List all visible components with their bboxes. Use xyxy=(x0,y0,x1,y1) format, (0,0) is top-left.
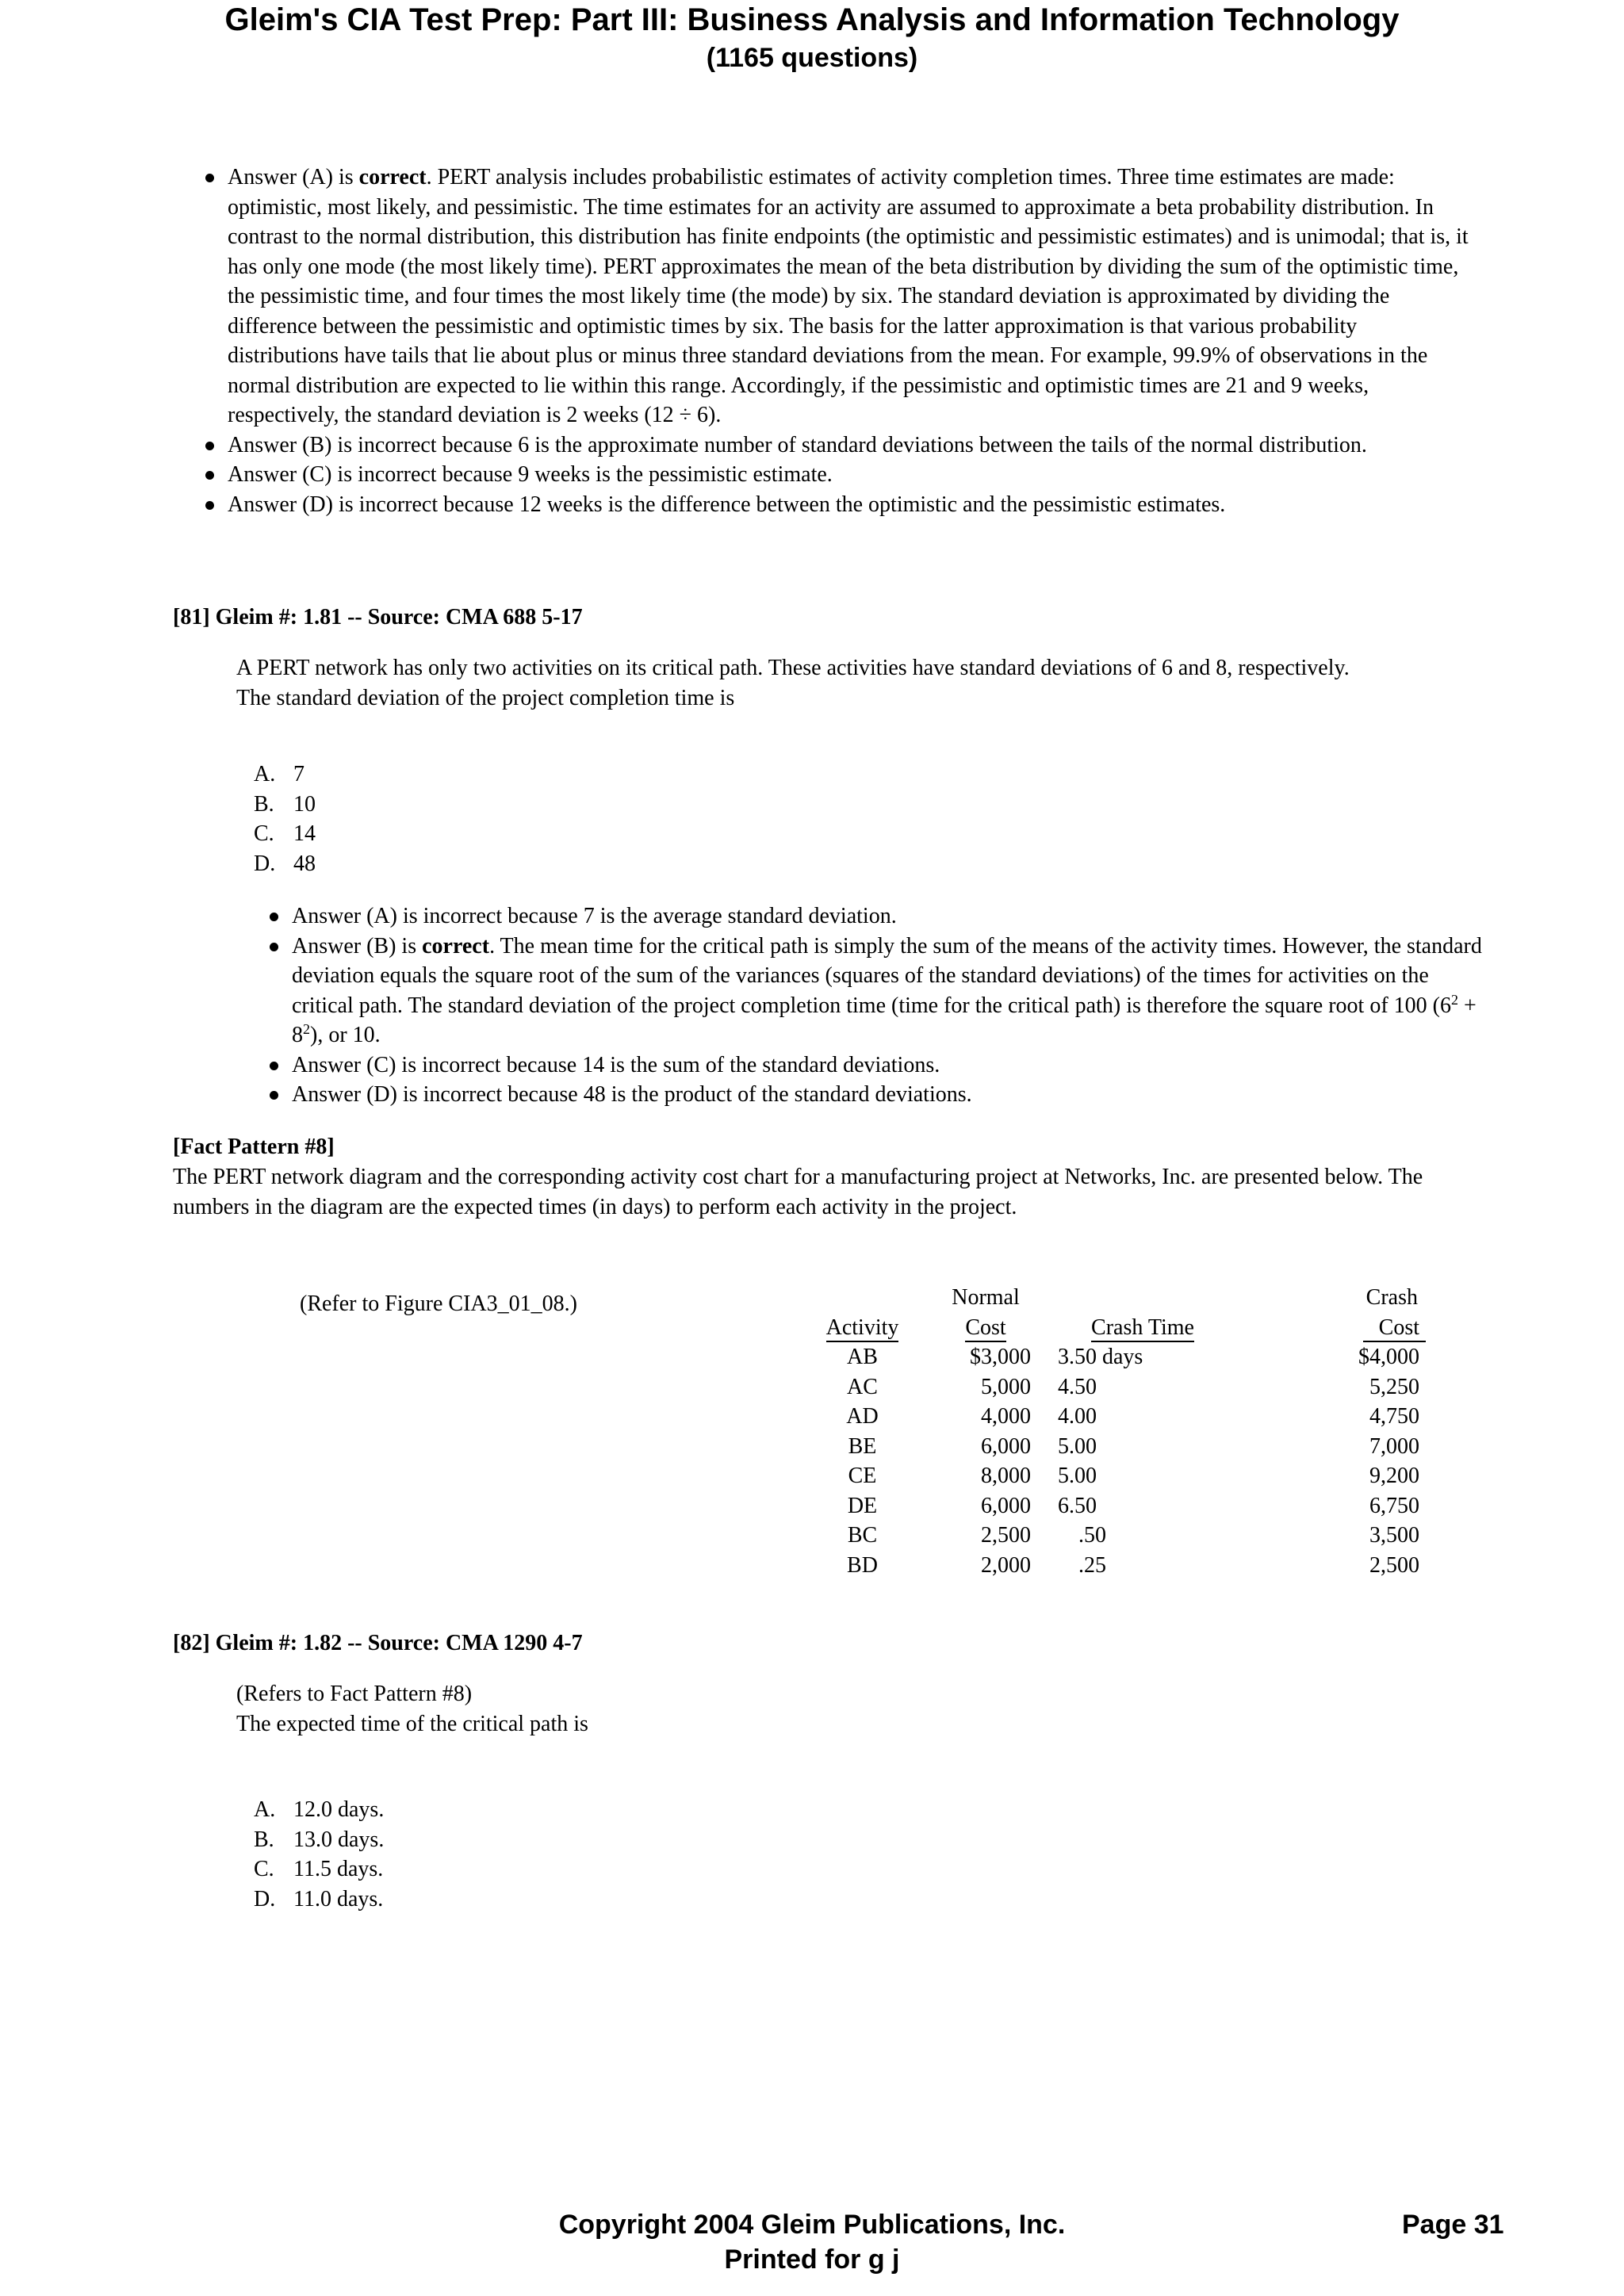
bullet-icon xyxy=(205,501,214,510)
bullet-icon xyxy=(270,913,278,921)
cell-normal-cost: 4,000 xyxy=(981,1404,1031,1429)
question-82-heading: [82] Gleim #: 1.82 -- Source: CMA 1290 4-7 xyxy=(173,1631,583,1655)
answer-item: Answer (D) is incorrect because 12 weeks is the difference between the optimistic and the pessimistic estimates. xyxy=(202,490,1471,520)
choice: D. 48 xyxy=(254,851,316,876)
cell-crash-cost: 2,500 xyxy=(1369,1552,1419,1578)
table-row xyxy=(813,1342,1426,1372)
fact-pattern-heading: [Fact Pattern #8] xyxy=(173,1135,335,1159)
bullet-icon xyxy=(205,471,214,480)
table-row xyxy=(813,1402,1426,1432)
page-number: Page 31 xyxy=(1402,2210,1504,2240)
cell-normal-cost: 5,000 xyxy=(981,1374,1031,1399)
table-row xyxy=(813,1372,1426,1402)
figure-reference: (Refer to Figure CIA3_01_08.) xyxy=(300,1292,577,1316)
cell-crash-time: 5.00 xyxy=(1058,1464,1097,1488)
choice: D. 11.0 days. xyxy=(254,1886,384,1911)
fact-pattern-text: The PERT network diagram and the corresponding activity cost chart for a manufacturing project at Networks, Inc. are presented below. The numbers in the diagram are the expected times (in days) to perform each activity in the project. xyxy=(173,1165,1423,1219)
answer-item: Answer (B) is incorrect because 6 is the approximate number of standard deviations between the tails of the normal distribution. xyxy=(202,430,1471,461)
cell-normal-cost: 2,500 xyxy=(981,1523,1031,1548)
table-row xyxy=(813,1461,1426,1491)
choice: A. 7 xyxy=(254,762,304,786)
footer-printed-for: Printed for g j xyxy=(724,2244,900,2275)
page-header-subtitle: (1165 questions) xyxy=(706,43,918,73)
cell-activity: CE xyxy=(848,1464,877,1488)
question-82-choices xyxy=(254,1795,384,1914)
cell-activity: AD xyxy=(846,1404,879,1429)
cell-normal-cost: 2,000 xyxy=(981,1552,1031,1578)
cell-crash-time: .50 xyxy=(1078,1523,1106,1548)
column-header-normal-cost: Cost xyxy=(965,1315,1005,1342)
cell-crash-time: .25 xyxy=(1078,1552,1106,1578)
answer-item: Answer (B) is correct. The mean time for the critical path is simply the sum of the means of the activity times. However, the standard deviation equals the square root of the sum of the variances (squares of the standard deviations) of the times for activities on the critical path. The standard deviation of the project completion time (time for the critical path) is therefore the square root of 100 $(6^2 + 8^2)$, or 10. xyxy=(266,932,1488,1050)
cell-activity: BC xyxy=(847,1523,878,1548)
table-row xyxy=(813,1491,1426,1521)
question-82-refers: (Refers to Fact Pattern #8) xyxy=(236,1682,473,1706)
question-81-choices xyxy=(254,760,316,878)
choice: B. 10 xyxy=(254,791,316,817)
table-header-row xyxy=(813,1313,1426,1343)
cell-crash-time: 4.00 xyxy=(1058,1404,1097,1429)
answer-item: Answer (C) is incorrect because 9 weeks is the pessimistic estimate. xyxy=(202,460,1471,490)
column-header-crash-time: Crash Time xyxy=(1091,1315,1194,1342)
column-header-normal-top: Normal xyxy=(952,1285,1020,1310)
activity-cost-table xyxy=(813,1283,1426,1580)
cell-normal-cost: 6,000 xyxy=(981,1493,1031,1518)
cell-normal-cost: 6,000 xyxy=(981,1433,1031,1459)
previous-answers xyxy=(202,163,1471,519)
cell-crash-cost: 7,000 xyxy=(1369,1433,1419,1459)
column-header-crash-cost: Cost xyxy=(1363,1315,1426,1342)
page-header-title: Gleim's CIA Test Prep: Part III: Business Analysis and Information Technology xyxy=(224,2,1400,37)
choice: C. 11.5 days. xyxy=(254,1857,384,1881)
cell-crash-cost: 3,500 xyxy=(1369,1523,1419,1548)
column-header-activity: Activity xyxy=(826,1315,899,1342)
cell-crash-cost: 4,750 xyxy=(1369,1404,1419,1429)
cell-activity: DE xyxy=(847,1493,878,1518)
table-header-row xyxy=(813,1283,1426,1313)
cell-crash-time: 3.50 days xyxy=(1058,1345,1143,1369)
question-82-stem: The expected time of the critical path is xyxy=(236,1712,588,1736)
cell-crash-cost: 6,750 xyxy=(1369,1493,1419,1518)
cell-crash-cost: $4,000 xyxy=(1358,1345,1419,1369)
footer-copyright: Copyright 2004 Gleim Publications, Inc. xyxy=(558,2210,1066,2240)
bullet-icon xyxy=(205,174,214,182)
question-81-answers xyxy=(266,901,1488,1110)
answer-item: Answer (A) is incorrect because 7 is the average standard deviation. xyxy=(266,901,1488,932)
answer-item: Answer (D) is incorrect because 48 is the product of the standard deviations. xyxy=(266,1080,1488,1110)
table-row xyxy=(813,1432,1426,1462)
answer-item: Answer (C) is incorrect because 14 is the sum of the standard deviations. xyxy=(266,1050,1488,1081)
answer-item: Answer (A) is correct. PERT analysis includes probabilistic estimates of activity completion times. Three time estimates are made: optimistic, most likely, and pessimistic. The time estimates for an activity are assumed to approximate a beta probability distribution. In contrast to the normal distribution, this distribution has finite endpoints (the optimistic and pessimistic estimates) and is unimodal; that is, it has only one mode (the most likely time). PERT approximates the mean of the beta distribution by dividing the sum of the optimistic time, the pessimistic time, and four times the most likely time (the mode) by six. The standard deviation is approximated by dividing the difference between the pessimistic and optimistic times by six. The basis for the latter approximation is that various probability distributions have tails that lie about plus or minus three standard deviations from the mean. For example, 99.9% of observations in the normal distribution are expected to lie within this range. Accordingly, if the pessimistic and optimistic times are 21 and 9 weeks, respectively, the standard deviation is 2 weeks (12 ÷ 6). xyxy=(202,163,1471,430)
column-header-crash-top: Crash xyxy=(1365,1285,1418,1310)
choice: A. 12.0 days. xyxy=(254,1797,385,1822)
cell-activity: AB xyxy=(847,1345,878,1369)
table-row xyxy=(813,1521,1426,1551)
cell-crash-time: 4.50 xyxy=(1058,1374,1097,1399)
bullet-icon xyxy=(270,1062,278,1070)
cell-normal-cost: 8,000 xyxy=(981,1464,1031,1488)
bullet-icon xyxy=(270,943,278,951)
question-81-stem: A PERT network has only two activities on its critical path. These activities have standard deviations of 6 and 8, respectively. The standard deviation of the project completion time is xyxy=(236,656,1350,710)
cell-activity: AC xyxy=(847,1374,878,1399)
cell-crash-cost: 9,200 xyxy=(1369,1464,1419,1488)
cell-crash-time: 5.00 xyxy=(1058,1433,1097,1459)
cell-crash-cost: 5,250 xyxy=(1369,1374,1419,1399)
table-row xyxy=(813,1551,1426,1581)
cell-activity: BD xyxy=(847,1552,878,1578)
cell-normal-cost: $3,000 xyxy=(970,1345,1031,1369)
choice: B. 13.0 days. xyxy=(254,1827,385,1852)
bullet-icon xyxy=(205,442,214,450)
cell-activity: BE xyxy=(848,1433,877,1459)
cell-crash-time: 6.50 xyxy=(1058,1493,1097,1518)
bullet-icon xyxy=(270,1091,278,1100)
question-81-heading: [81] Gleim #: 1.81 -- Source: CMA 688 5-17 xyxy=(173,605,583,629)
choice: C. 14 xyxy=(254,821,316,846)
